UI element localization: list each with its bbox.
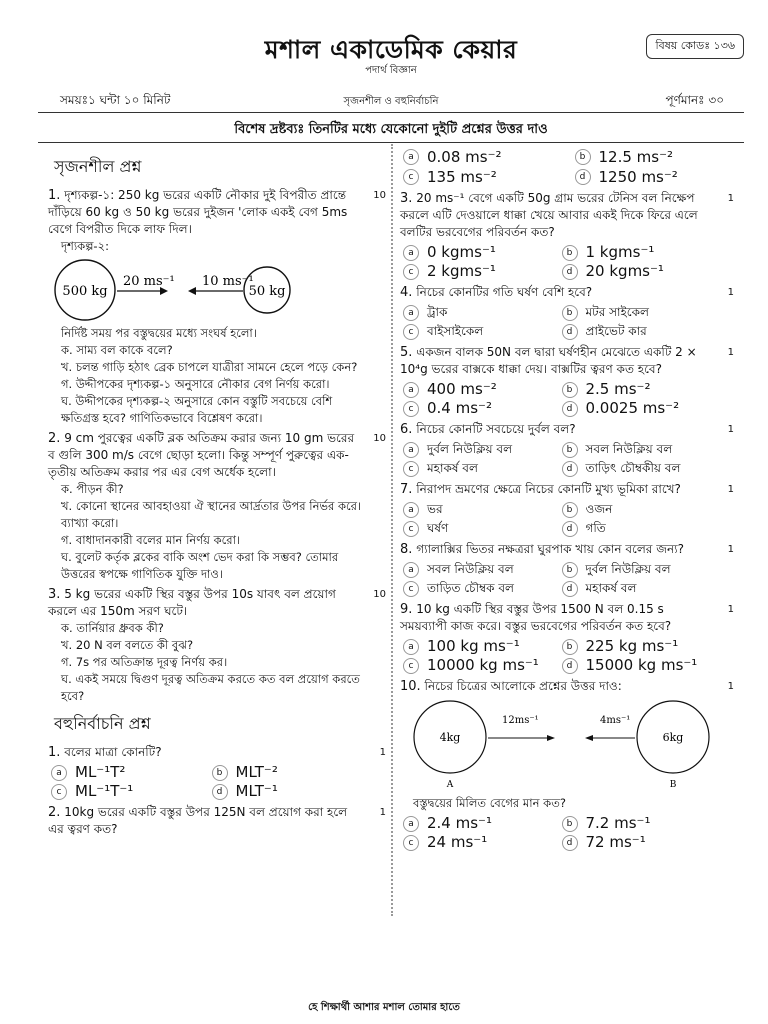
option-c[interactable] xyxy=(403,580,552,597)
question-mark: 1 xyxy=(727,424,734,435)
mcq-question-9 xyxy=(400,601,736,674)
option-b[interactable] xyxy=(562,638,711,655)
option-letter: c xyxy=(403,581,419,597)
option-letter: c xyxy=(403,401,419,417)
question-text: 9 cm পুরত্বের একটি ব্লক অতিক্রম করার জন্য 10 gm ভরের ব গুলি 300 m/s বেগে ছোড়া হলো। কিন্তু সম্পূর্ণ পুরুত্বের এক-তৃতীয় অতিক্রম করার পর এর বেগ অর্ধেক হলো। xyxy=(48,431,355,479)
question-number: 8. xyxy=(400,542,413,557)
option-text: ওজন xyxy=(585,502,613,516)
option-c[interactable] xyxy=(403,263,552,280)
header-rule xyxy=(38,112,744,113)
option-text: দুর্বল নিউক্লিয় বল xyxy=(427,442,513,456)
question-number: 2. xyxy=(48,431,61,446)
option-text: 225 kg ms⁻¹ xyxy=(585,637,679,655)
option-text: 15000 kg ms⁻¹ xyxy=(585,656,698,674)
option-text: দুর্বল নিউক্লিয় বল xyxy=(585,562,671,576)
option-text: ভর xyxy=(427,502,443,516)
mcq-heading: বহুনির্বাচনি প্রশ্ন xyxy=(54,714,151,733)
scenario-2-label: দৃশ্যকল্প-২: xyxy=(61,239,109,253)
subject-name: পদার্থ বিজ্ঞান xyxy=(365,65,417,76)
page-title: মশাল একাডেমিক কেয়ার xyxy=(264,35,518,64)
option-letter: a xyxy=(403,382,419,398)
option-letter: c xyxy=(403,264,419,280)
option-text: ঘর্ষণ xyxy=(427,521,449,535)
option-letter: c xyxy=(403,658,419,674)
options xyxy=(403,501,710,537)
question-number: 7. xyxy=(400,482,413,497)
option-c[interactable] xyxy=(403,168,565,186)
option-letter: d xyxy=(562,401,578,417)
option-letter: c xyxy=(403,835,419,851)
mcq-question-5 xyxy=(400,344,736,417)
option-a[interactable] xyxy=(403,815,552,832)
mcq-question-2 xyxy=(48,804,388,838)
mcq-question-10 xyxy=(400,678,736,851)
options xyxy=(403,304,710,340)
arrow-right-head xyxy=(547,735,555,741)
creative-question-2 xyxy=(48,430,388,583)
mcq-question-1 xyxy=(48,744,388,800)
velocity-label-2: 10 ms⁻¹ xyxy=(202,274,254,289)
question-number: 3. xyxy=(400,191,413,206)
question-mark: 1 xyxy=(727,193,734,204)
question-number: 2. xyxy=(48,805,61,820)
option-d[interactable] xyxy=(562,520,711,537)
question-mark: 1 xyxy=(727,681,734,692)
question-mark: 1 xyxy=(727,484,734,495)
mcq-question-6 xyxy=(400,421,736,477)
creative-question-3 xyxy=(48,586,388,705)
question-mark: 10 xyxy=(373,433,386,444)
question-number: 5. xyxy=(400,345,413,360)
option-letter: d xyxy=(562,521,578,537)
option-a[interactable] xyxy=(403,304,552,321)
option-d[interactable] xyxy=(212,783,363,800)
exam-time: সময়ঃ১ ঘন্টা ১০ মিনিট xyxy=(60,93,171,107)
option-text: সবল নিউক্লিয় বল xyxy=(427,562,514,576)
question-mark: 1 xyxy=(727,604,734,615)
option-c[interactable] xyxy=(403,323,552,340)
options xyxy=(403,381,710,417)
creative-heading: সৃজনশীল প্রশ্ন xyxy=(54,157,142,176)
option-text: 400 ms⁻² xyxy=(427,380,497,398)
option-text: তাড়িৎ চৌম্বকীয় বল xyxy=(585,461,681,475)
right-column xyxy=(400,148,736,855)
option-b[interactable] xyxy=(562,501,711,518)
option-letter: b xyxy=(212,765,228,781)
sub-question-ka: ক. পীড়ন কী? xyxy=(61,482,124,496)
question-text: 5 kg ভরের একটি স্থির বস্তুর উপর 10s যাবৎ বল প্রয়োগ করলে এর 150m সরণ ঘটে। xyxy=(48,587,336,618)
option-d[interactable] xyxy=(575,168,737,186)
option-letter: d xyxy=(562,658,578,674)
arrow-left-head xyxy=(188,287,196,295)
option-text: 2.5 ms⁻² xyxy=(585,380,651,398)
options xyxy=(403,638,710,674)
option-text: মহাকর্ষ বল xyxy=(427,461,478,475)
option-text: 2 kgms⁻¹ xyxy=(427,262,496,280)
question-text: দৃশ্যকল্প-১: 250 kg ভরের একটি নৌকার দুই বিপরীত প্রান্তে দাঁড়িয়ে 60 kg ও 50 kg ভরের দুইজন 'লোক একই বেগ 5ms বেগে বিপরীত দিকে লাফ দিল। xyxy=(48,188,348,236)
question-mark: 1 xyxy=(727,287,734,298)
question-text: নিচের কোনটি সবচেয়ে দুর্বল বল? xyxy=(416,422,576,436)
option-b[interactable] xyxy=(562,441,711,458)
question-number: 10. xyxy=(400,679,421,694)
option-b[interactable] xyxy=(562,381,711,398)
option-text: MLT⁻² xyxy=(235,763,278,781)
subject-code-badge: বিষয় কোডঃ ১৩৬ xyxy=(646,34,744,59)
collision-figure-1 xyxy=(48,259,298,321)
sub-question-gha: ঘ. বুলেট কর্তৃক ব্লকের বাকি অংশ ভেদ করা কি সম্ভব? তোমার উত্তরের স্বপক্ষে গাণিতিক যুক্তি দাও। xyxy=(61,550,339,581)
option-a[interactable] xyxy=(403,561,552,578)
option-text: ML⁻¹T⁻¹ xyxy=(75,782,134,800)
option-letter: a xyxy=(403,816,419,832)
option-letter: c xyxy=(51,784,67,800)
sub-question-gha: ঘ. উদ্দীপকের দৃশ্যকল্প-২ অনুসারে কোন বস্তুটি সবচেয়ে বেশি ক্ষতিগ্রস্ত হবে? গাণিতিকভাবে বিশ্লেষণ করো। xyxy=(61,394,333,425)
option-text: ML⁻¹T² xyxy=(75,763,126,781)
mass-label-b: 6kg xyxy=(662,731,684,744)
sub-question-gha: ঘ. একই সময়ে দ্বিগুণ দূরত্ব অতিক্রম করতে কত বল প্রয়োগ করতে হবে? xyxy=(61,672,360,703)
sub-question-ga: গ. 7s পর অতিক্রান্ত দূরত্ব নির্ণয় কর। xyxy=(61,655,228,669)
arrow-left-head xyxy=(585,735,593,741)
option-b[interactable] xyxy=(562,561,711,578)
question-text: নিচের চিত্রের আলোকে প্রশ্নের উত্তর দাও: xyxy=(424,679,622,693)
option-letter: a xyxy=(403,305,419,321)
option-text: 0.08 ms⁻² xyxy=(427,148,502,166)
option-d[interactable] xyxy=(562,263,711,280)
option-letter: a xyxy=(403,562,419,578)
question-number: 4. xyxy=(400,285,413,300)
question-text: 20 ms⁻¹ বেগে একটি 50g গ্রাম ভরের টেনিস বল নিক্ষেপ করলে এটি দেওয়ালে ধাক্কা খেয়ে আবার একই দিকে ফিরে এলে বলটির ভরবেগের পরিবর্তন কত? xyxy=(400,191,698,239)
sub-question-kha: খ. চলন্ত গাড়ি হঠাৎ ব্রেক চাপলে যাত্রীরা সামনে হেলে পড়ে কেন? xyxy=(61,360,358,374)
left-column xyxy=(48,150,388,838)
mass-label-1: 500 kg xyxy=(62,284,108,299)
option-d[interactable] xyxy=(562,323,711,340)
option-text: মটর সাইকেল xyxy=(585,305,649,319)
option-a[interactable] xyxy=(403,501,552,518)
question-number: 1. xyxy=(48,745,61,760)
option-letter: b xyxy=(562,502,578,518)
velocity-label-1: 20 ms⁻¹ xyxy=(123,274,175,289)
exam-type: সৃজনশীল ও বহুনির্বাচনি xyxy=(343,96,439,107)
options xyxy=(403,561,710,597)
velocity-label-b: 4ms⁻¹ xyxy=(600,715,631,726)
option-d[interactable] xyxy=(562,834,711,851)
option-b[interactable] xyxy=(212,764,363,781)
question-text: নিরাপদ ভ্রমণের ক্ষেত্রে নিচের কোনটি মুখ্য ভূমিকা রাখে? xyxy=(416,482,681,496)
question-text: 10kg ভরের একটি বস্তুর উপর 125N বল প্রয়োগ করা হলে এর ত্বরণ কত? xyxy=(48,805,348,836)
question-mark: 1 xyxy=(379,807,386,818)
option-letter: a xyxy=(403,639,419,655)
option-letter: c xyxy=(403,521,419,537)
option-text: 7.2 ms⁻¹ xyxy=(585,814,651,832)
option-d[interactable] xyxy=(562,460,711,477)
option-text: বাইসাইকেল xyxy=(427,324,484,338)
option-letter: d xyxy=(562,461,578,477)
option-a[interactable] xyxy=(403,441,552,458)
option-letter: a xyxy=(51,765,67,781)
mass-label-2: 50 kg xyxy=(248,284,286,299)
special-note: বিশেষ দ্রষ্টব্যঃ তিনটির মধ্যে যেকোনো দুইটি প্রশ্নের উত্তর দাও xyxy=(234,122,548,137)
sub-question-ka: ক. তার্নিয়ার ধ্রুবক কী? xyxy=(61,621,164,635)
option-b[interactable] xyxy=(562,244,711,261)
option-text: ট্রাক xyxy=(427,305,448,319)
option-letter: d xyxy=(562,835,578,851)
sub-question-ga: গ. উদ্দীপকের দৃশ্যকল্প-১ অনুসারে নৌকার বেগ নির্ণয় করো। xyxy=(61,377,330,391)
question-text: বলের মাত্রা কোনটি? xyxy=(64,745,162,759)
option-c[interactable] xyxy=(403,520,552,537)
option-text: 1 kgms⁻¹ xyxy=(585,243,655,261)
option-letter: b xyxy=(562,382,578,398)
question-mark: 10 xyxy=(373,589,386,600)
option-letter: b xyxy=(562,639,578,655)
option-a[interactable] xyxy=(51,764,202,781)
option-text: প্রাইভেট কার xyxy=(585,324,647,338)
question-number: 3. xyxy=(48,587,61,602)
option-letter: b xyxy=(562,245,578,261)
question-number: 1. xyxy=(48,188,61,203)
option-c[interactable] xyxy=(403,657,552,674)
option-c[interactable] xyxy=(51,783,202,800)
option-c[interactable] xyxy=(403,460,552,477)
mcq-question-4 xyxy=(400,284,736,340)
label-b: B xyxy=(669,780,677,790)
mcq-question-8 xyxy=(400,541,736,597)
option-a[interactable] xyxy=(403,381,552,398)
option-text: তাড়িত চৌম্বক বল xyxy=(427,581,514,595)
option-letter: b xyxy=(562,305,578,321)
option-letter: b xyxy=(575,149,591,165)
option-text: 72 ms⁻¹ xyxy=(585,833,646,851)
question-text: 10 kg একটি স্থির বস্তুর উপর 1500 N বল 0.15 s সময়ব্যাপী কাজ করে। বস্তুর ভরবেগের পরিবর্তন কত হবে? xyxy=(400,602,672,633)
option-d[interactable] xyxy=(562,580,711,597)
option-letter: d xyxy=(212,784,228,800)
options xyxy=(51,764,362,800)
option-letter: d xyxy=(575,169,591,185)
column-divider xyxy=(391,144,393,916)
mcq-question-7 xyxy=(400,481,736,537)
sub-question-kha: খ. 20 N বল বলতে কী বুঝ? xyxy=(61,638,194,652)
label-a: A xyxy=(446,780,454,790)
exam-sheet xyxy=(38,12,744,912)
question-mark: 1 xyxy=(727,347,734,358)
option-letter: d xyxy=(562,264,578,280)
collision-figure-2 xyxy=(400,699,730,791)
option-letter: b xyxy=(562,562,578,578)
sub-question-ka: ক. সাম্য বল কাকে বলে? xyxy=(61,343,173,357)
option-a[interactable] xyxy=(403,244,552,261)
option-d[interactable] xyxy=(562,400,711,417)
sub-question-ga: গ. বাধাদানকারী বলের মান নির্ণয় করো। xyxy=(61,533,241,547)
option-text: 135 ms⁻² xyxy=(427,168,497,186)
options xyxy=(403,815,710,851)
option-c[interactable] xyxy=(403,834,552,851)
question-mark: 1 xyxy=(727,544,734,555)
question-text: নিচের কোনটির গতি ঘর্ষণ বেশি হবে? xyxy=(416,285,593,299)
sub-question: বস্তুদ্বয়ের মিলিত বেগের মান কত? xyxy=(413,796,566,810)
option-b[interactable] xyxy=(562,815,711,832)
question-number: 6. xyxy=(400,422,413,437)
option-text: 0 kgms⁻¹ xyxy=(427,243,496,261)
option-letter: a xyxy=(403,245,419,261)
option-text: গতি xyxy=(585,521,606,535)
option-letter: c xyxy=(403,461,419,477)
option-text: 10000 kg ms⁻¹ xyxy=(427,656,539,674)
option-text: 24 ms⁻¹ xyxy=(427,833,488,851)
velocity-label-a: 12ms⁻¹ xyxy=(502,715,539,726)
scenario-collision-text: নির্দিষ্ট সময় পর বস্তুদ্বয়ের মধ্যে সংঘর্ষ হলো। xyxy=(61,326,257,340)
option-a[interactable] xyxy=(403,148,565,166)
question-mark: 1 xyxy=(379,747,386,758)
question-text: গ্যালাক্সির ভিতর নক্ষত্ররা ঘুরপাক খায় কোন বলের জন্য? xyxy=(416,542,684,556)
footer-motto: হে শিক্ষার্থী আশার মশাল তোমার হাতে xyxy=(308,1002,460,1013)
option-letter: b xyxy=(562,442,578,458)
option-text: সবল নিউক্লিয় বল xyxy=(585,442,673,456)
full-marks: পূর্ণমানঃ ৩০ xyxy=(665,93,724,107)
option-letter: a xyxy=(403,502,419,518)
option-a[interactable] xyxy=(403,638,552,655)
options xyxy=(403,441,710,477)
option-text: 100 kg ms⁻¹ xyxy=(427,637,520,655)
option-text: 12.5 ms⁻² xyxy=(598,148,674,166)
option-letter: c xyxy=(403,324,419,340)
option-d[interactable] xyxy=(562,657,711,674)
option-text: মহাকর্ষ বল xyxy=(585,581,637,595)
option-b[interactable] xyxy=(562,304,711,321)
option-letter: a xyxy=(403,149,419,165)
options xyxy=(403,244,710,280)
note-rule xyxy=(38,142,744,143)
question-text: একজন বালক 50N বল দ্বারা ঘর্ষণহীন মেঝেতে একটি 2 × 10⁴g ভরের বাক্সকে ধাক্কা দেয়। বাক্সটির ত্বরণ কত হবে? xyxy=(400,345,697,376)
creative-question-1 xyxy=(48,187,388,427)
option-b[interactable] xyxy=(575,148,737,166)
option-letter: c xyxy=(403,169,419,185)
option-text: 20 kgms⁻¹ xyxy=(585,262,664,280)
mcq-question-3 xyxy=(400,190,736,280)
option-text: 0.4 ms⁻² xyxy=(427,399,492,417)
option-text: MLT⁻¹ xyxy=(235,782,278,800)
question-number: 9. xyxy=(400,602,413,617)
option-text: 2.4 ms⁻¹ xyxy=(427,814,492,832)
question-mark: 10 xyxy=(373,190,386,201)
sub-question-kha: খ. কোনো স্থানের আবহাওয়া ঐ স্থানের আর্দ্রতার উপর নির্ভর করে। ব্যাখ্যা করো। xyxy=(61,499,362,530)
option-text: 1250 ms⁻² xyxy=(598,168,678,186)
option-letter: b xyxy=(562,816,578,832)
option-letter: d xyxy=(562,324,578,340)
option-letter: d xyxy=(562,581,578,597)
option-c[interactable] xyxy=(403,400,552,417)
option-letter: a xyxy=(403,442,419,458)
mcq-question-2-options xyxy=(403,148,736,186)
mass-label-a: 4kg xyxy=(439,731,461,744)
option-text: 0.0025 ms⁻² xyxy=(585,399,680,417)
